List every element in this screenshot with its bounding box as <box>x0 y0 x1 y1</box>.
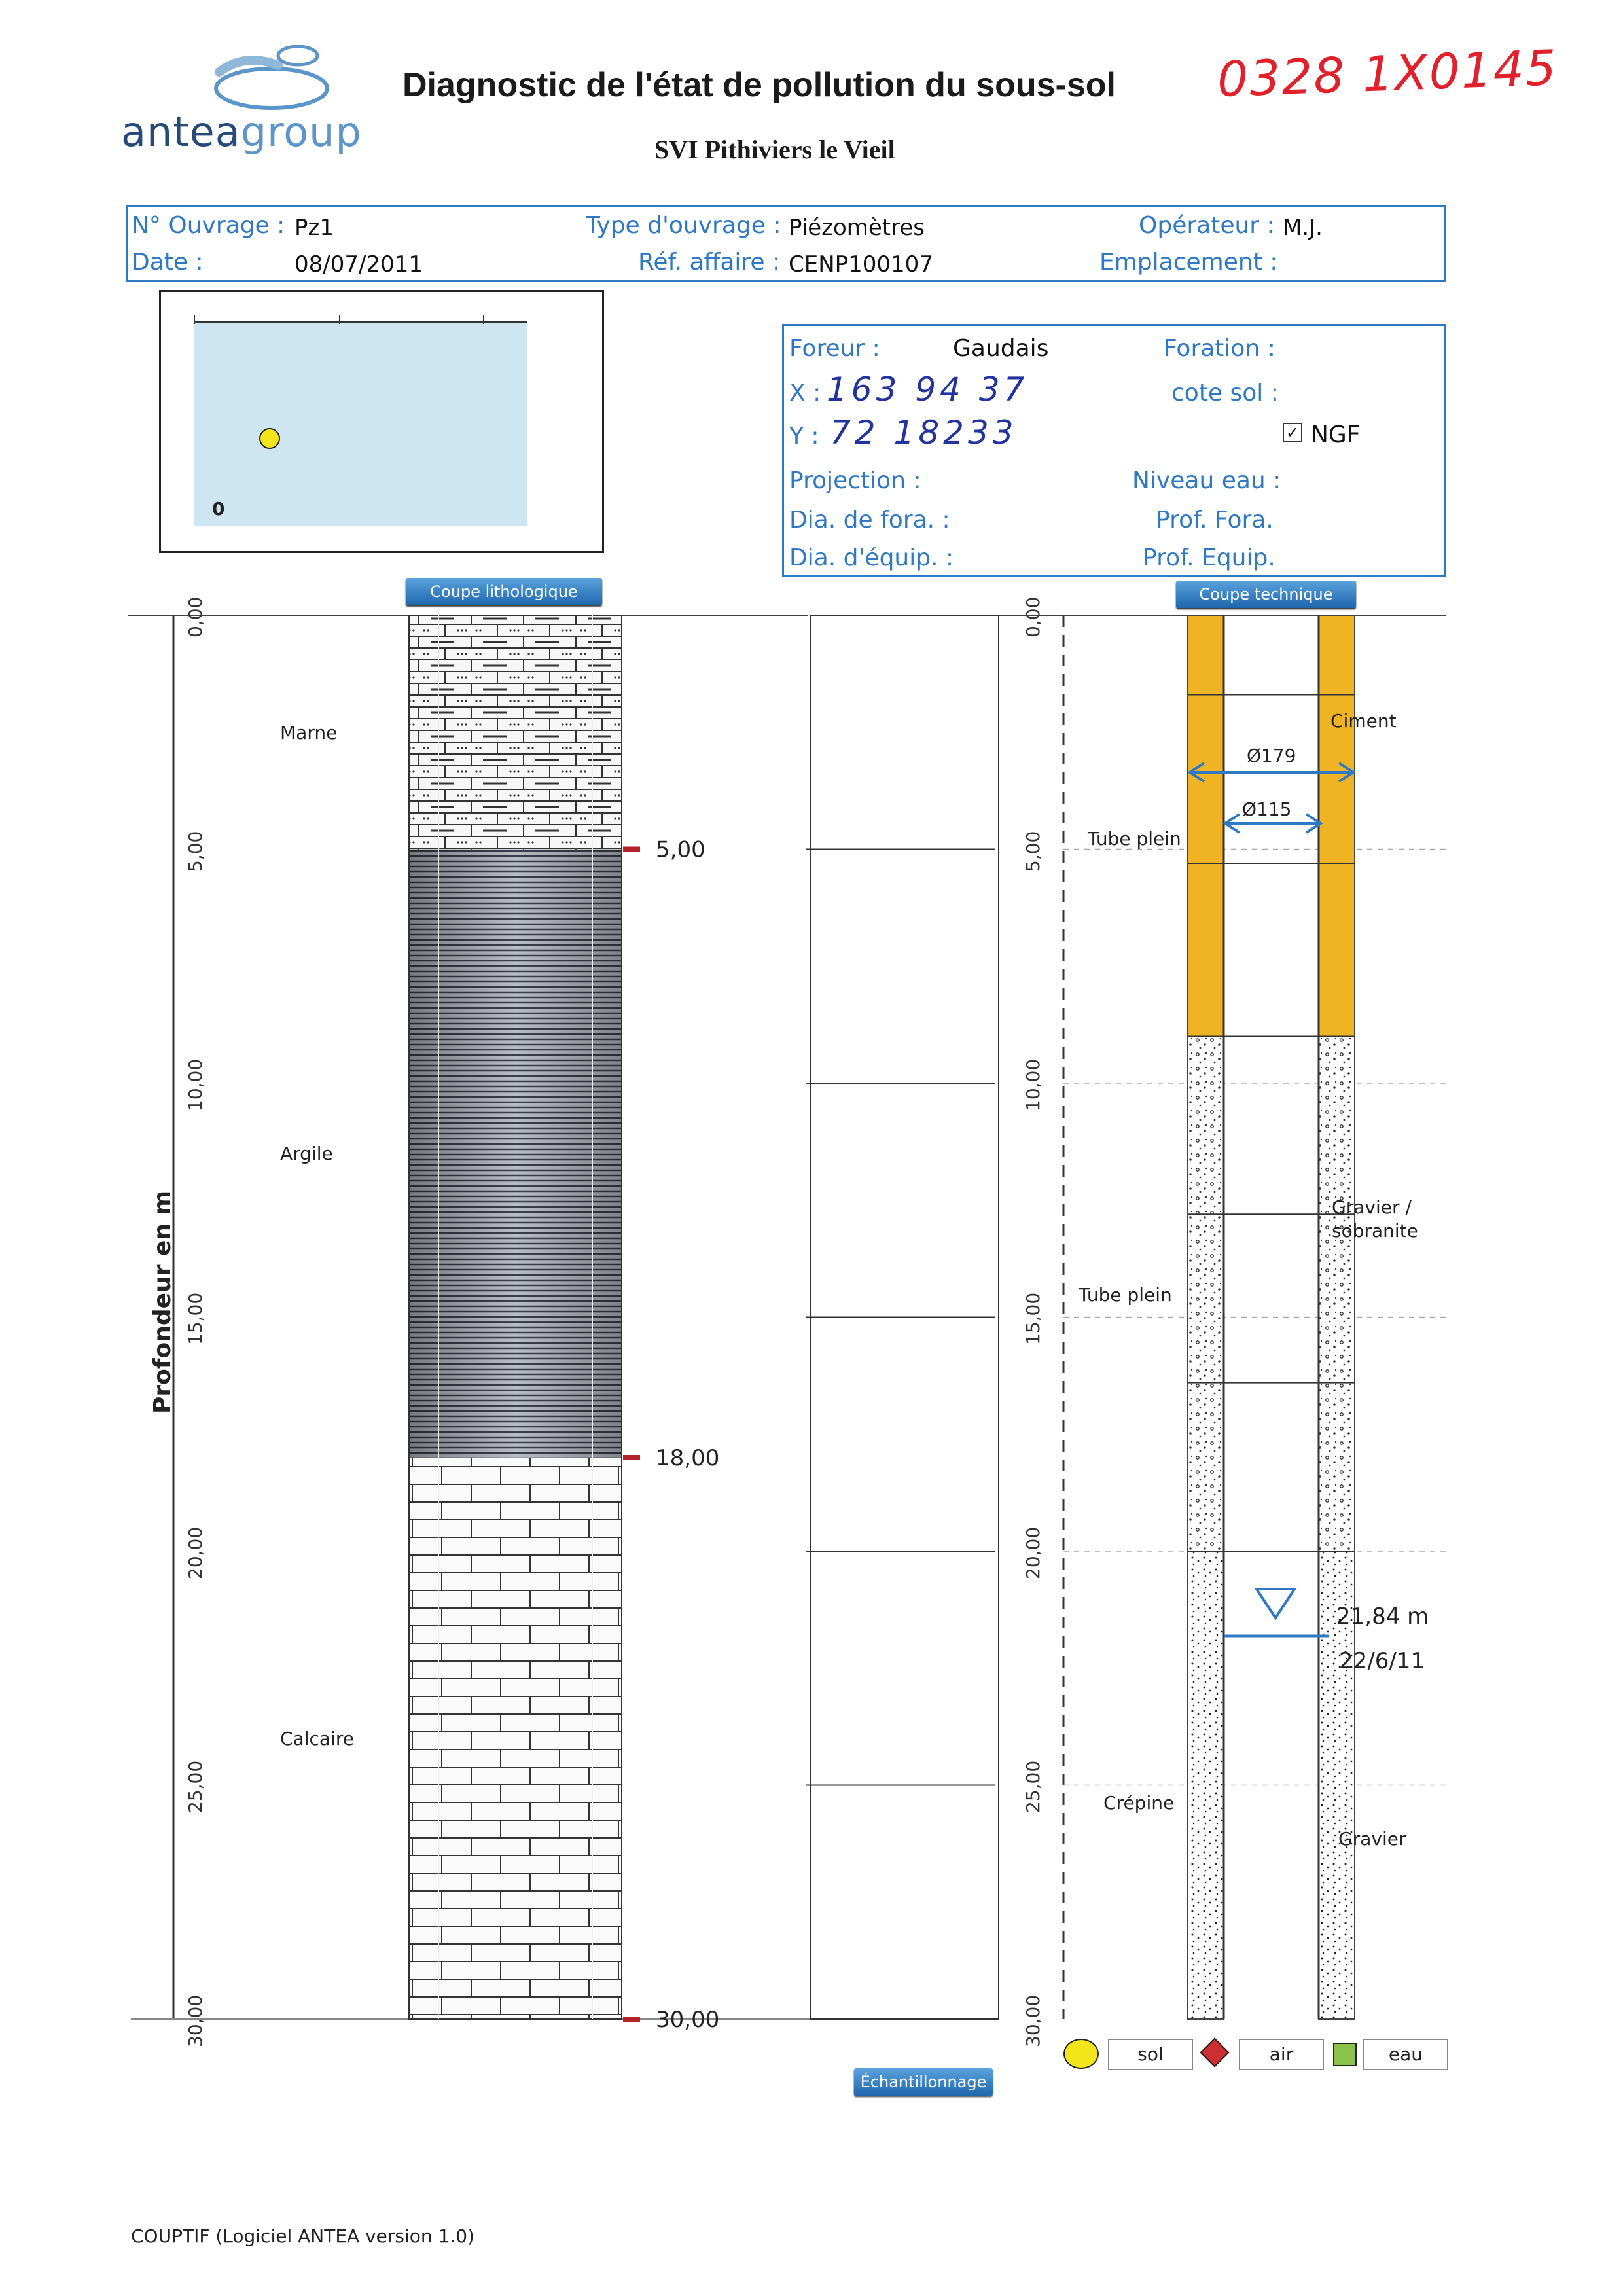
cement-right <box>1319 615 1355 1037</box>
footer-software: COUPTIF (Logiciel ANTEA version 1.0) <box>131 2225 474 2247</box>
outer-diameter-label: Ø179 <box>1247 745 1296 766</box>
right-depth-tick-label: 0,00 <box>1022 596 1044 637</box>
argile-shade <box>409 850 622 1458</box>
ouvrage-value: Pz1 <box>294 215 334 241</box>
ngf-label: NGF <box>1311 422 1361 448</box>
tube-plein-lower-label: Tube plein <box>1079 1284 1172 1306</box>
echantillonnage-button[interactable]: Échantillonnage <box>854 2068 993 2096</box>
litho-layer-marne <box>409 615 622 850</box>
ngf-checkbox[interactable]: ✓ <box>1283 423 1302 442</box>
litho-label-calcaire: Calcaire <box>280 1728 354 1749</box>
emplacement-label: Emplacement : <box>1099 249 1278 276</box>
legend-eau: eau <box>1363 2039 1448 2070</box>
right-depth-tick-label: 30,00 <box>1022 1994 1044 2047</box>
legend-air: air <box>1239 2039 1324 2070</box>
handwritten-reference: 0328 1X0145 <box>1216 39 1559 109</box>
y-label: Y : <box>789 423 819 450</box>
left-depth-tick-label: 10,00 <box>185 1058 206 1111</box>
prof-fora-label: Prof. Fora. <box>1156 507 1274 533</box>
water-date-label: 22/6/11 <box>1339 1648 1425 1674</box>
inner-diameter-label: Ø115 <box>1242 798 1292 820</box>
gravier-label: Gravier <box>1338 1828 1406 1850</box>
left-depth-tick-label: 20,00 <box>185 1526 206 1579</box>
left-depth-tick-label: 30,00 <box>185 1994 206 2047</box>
boundary-marker <box>623 2017 640 2022</box>
foration-label: Foration : <box>1164 335 1275 362</box>
depth-axis-title: Profondeur en m <box>149 1190 176 1414</box>
right-depth-tick-label: 5,00 <box>1022 831 1044 872</box>
page-title: Diagnostic de l'état de pollution du sous-sol <box>402 66 1116 104</box>
foreur-value: Gaudais <box>953 335 1049 362</box>
type-label: Type d'ouvrage : <box>586 212 781 239</box>
crepine-label: Crépine <box>1103 1792 1175 1814</box>
foreur-label: Foreur : <box>789 335 880 362</box>
right-depth-tick-label: 20,00 <box>1022 1526 1044 1579</box>
legend-eau-icon <box>1333 2043 1357 2066</box>
logo-text: anteagroup <box>121 108 362 156</box>
coupe-technique-button[interactable]: Coupe technique <box>1176 581 1356 608</box>
boundary-marker <box>623 1455 640 1460</box>
dia-equip-label: Dia. d'équip. : <box>789 545 954 571</box>
date-label: Date : <box>132 249 204 276</box>
boundary-depth-label: 5,00 <box>656 836 705 863</box>
right-depth-tick-label: 10,00 <box>1022 1058 1044 1111</box>
legend-sol-icon <box>1063 2039 1099 2069</box>
water-level-label: 21,84 m <box>1336 1604 1429 1630</box>
gravel-sobranite-left <box>1188 1037 1224 1552</box>
ouvrage-label: N° Ouvrage : <box>132 212 285 239</box>
page-subtitle: SVI Pithiviers le Vieil <box>654 135 895 164</box>
cement-label: Ciment <box>1330 710 1397 732</box>
left-depth-tick-label: 15,00 <box>185 1292 206 1345</box>
left-depth-tick-label: 5,00 <box>185 831 206 872</box>
cement-left <box>1188 615 1224 1037</box>
niveau-label: Niveau eau : <box>1132 467 1281 494</box>
litho-layer-calcaire <box>409 1458 622 2019</box>
boundary-depth-label: 30,00 <box>656 2007 720 2033</box>
gravier-sobranite-label: Gravier / sobranite <box>1332 1196 1418 1242</box>
type-value: Piézomètres <box>789 215 925 241</box>
y-value: 72 18233 <box>830 414 1018 452</box>
operateur-label: Opérateur : <box>1139 212 1275 239</box>
litho-label-argile: Argile <box>280 1143 333 1165</box>
operateur-value: M.J. <box>1283 215 1323 241</box>
map-origin-label: 0 <box>212 498 225 520</box>
legend-sol: sol <box>1108 2039 1193 2070</box>
tube-plein-upper-label: Tube plein <box>1088 828 1181 850</box>
water-level-triangle-icon <box>1257 1589 1294 1618</box>
dia-fora-label: Dia. de fora. : <box>789 507 950 533</box>
left-depth-tick-label: 25,00 <box>185 1760 206 1813</box>
coupe-lithologique-button[interactable]: Coupe lithologique <box>406 578 602 605</box>
x-value: 163 94 37 <box>827 370 1029 408</box>
right-depth-tick-label: 25,00 <box>1022 1760 1044 1813</box>
right-depth-tick-label: 15,00 <box>1022 1292 1044 1345</box>
date-value: 08/07/2011 <box>294 251 423 278</box>
cote-label: cote sol : <box>1171 380 1279 406</box>
boundary-marker <box>623 847 640 852</box>
projection-label: Projection : <box>789 467 921 494</box>
x-label: X : <box>789 380 821 406</box>
prof-equip-label: Prof. Equip. <box>1143 545 1275 571</box>
litho-label-marne: Marne <box>280 721 338 744</box>
ref-label: Réf. affaire : <box>638 249 781 276</box>
gravel-left <box>1188 1551 1224 2019</box>
left-depth-tick-label: 0,00 <box>185 596 206 637</box>
ref-value: CENP100107 <box>789 251 933 278</box>
gravel-sobranite-right <box>1319 1037 1355 1552</box>
boundary-depth-label: 18,00 <box>656 1445 720 1471</box>
